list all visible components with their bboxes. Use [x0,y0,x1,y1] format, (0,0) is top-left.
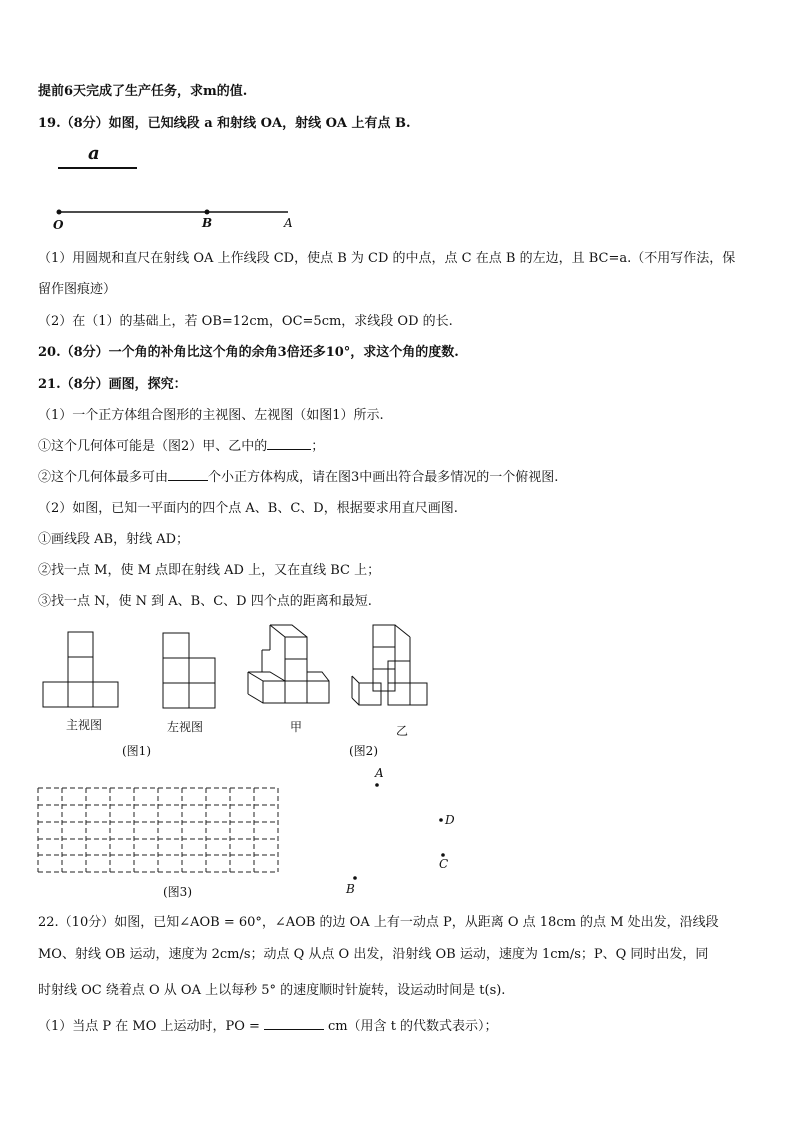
question-22-line-1: 22.（10分）如图，已知∠AOB = 60°，∠AOB 的边 OA 上有一动点 P，从距离 O 点 18cm 的点 M 处出发，沿线段 [38,915,719,930]
front-view-caption: 主视图 [66,718,103,732]
point-a-label: A [284,216,293,230]
q21-1a-text: ①这个几何体可能是（图2）甲、乙中的 [38,439,268,454]
question-21-part-2: （2）如图，已知一平面内的四个点 A、B、C、D，根据要求用直尺画图. [38,501,458,516]
figure-2-caption: (图2) [349,744,378,758]
answer-blank [267,449,311,450]
question-22-part-1 [38,1018,498,1036]
q21-1b-tail: 个小正方体构成，请在图3中画出符合最多情况的一个俯视图. [208,470,559,485]
question-21-part-2b: ②找一点 M，使 M 点即在射线 AD 上，又在直线 BC 上； [38,563,381,578]
question-22-line-3: 时射线 OC 绕着点 O 从 OA 上以每秒 5° 的速度顺时针旋转，设运动时间是 t(s). [38,983,506,998]
point-C-label: C [439,857,449,871]
solid-jia-drawing [248,625,329,703]
question-19-part-2: （2）在（1）的基础上，若 OB=12cm，OC=5cm，求线段 OD 的长. [38,314,453,329]
question-21-part-2c: ③找一点 N，使 N 到 A、B、C、D 四个点的距离和最短. [38,594,372,609]
figure-3-caption: (图3) [163,885,192,899]
question-19-title: 19.（8分）如图，已知线段 a 和射线 OA，射线 OA 上有点 B. [38,116,411,131]
question-19-part-1a: （1）用圆规和直尺在射线 OA 上作线段 CD，使点 B 为 CD 的中点，点 C 在点 B 的左边，且 BC=a.（不用写作法，保 [38,251,736,266]
figure-3-grid [38,788,278,872]
yi-caption: 乙 [396,724,409,738]
question-21-title: 21.（8分）画图，探究： [38,377,187,392]
point-D-label: D [445,813,455,827]
q21-1a-tail: ； [311,439,325,454]
q22-1-tail: cm（用含 t 的代数式表示）； [327,1019,498,1034]
jia-caption: 甲 [290,720,303,734]
question-21-part-1: （1）一个正方体组合图形的主视图、左视图（如图1）所示. [38,408,384,423]
solid-yi-drawing [352,625,427,705]
question-21-part-1b [38,469,558,487]
point-A-label: A [375,766,384,780]
q22-1-text: （1）当点 P 在 MO 上运动时，PO = [38,1019,260,1034]
figure-1-caption: (图1) [122,744,151,758]
point-o-label: O [53,218,64,232]
question-22-line-2: MO、射线 OB 运动，速度为 2cm/s；动点 Q 从点 O 出发，沿射线 OB 运动，速度为 1cm/s；P、Q 同时出发，同 [38,947,709,962]
question-21-part-1a [38,438,324,456]
left-view-drawing [163,633,215,708]
text-line-continuation: 提前6天完成了生产任务，求m的值. [38,84,248,99]
question-19-part-1b: 留作图痕迹） [38,282,117,297]
answer-blank [264,1029,324,1030]
segment-a-label: a [88,143,100,164]
q21-1b-text: ②这个几何体最多可由 [38,470,169,485]
question-21-part-2a: ①画线段 AB，射线 AD； [38,532,190,547]
answer-blank [168,480,208,481]
question-20: 20.（8分）一个角的补角比这个角的余角3倍还多10°，求这个角的度数. [38,345,459,360]
front-view-drawing [43,632,118,707]
point-b-label: B [202,216,213,230]
left-view-caption: 左视图 [167,720,204,734]
point-B-label: B [346,882,355,896]
